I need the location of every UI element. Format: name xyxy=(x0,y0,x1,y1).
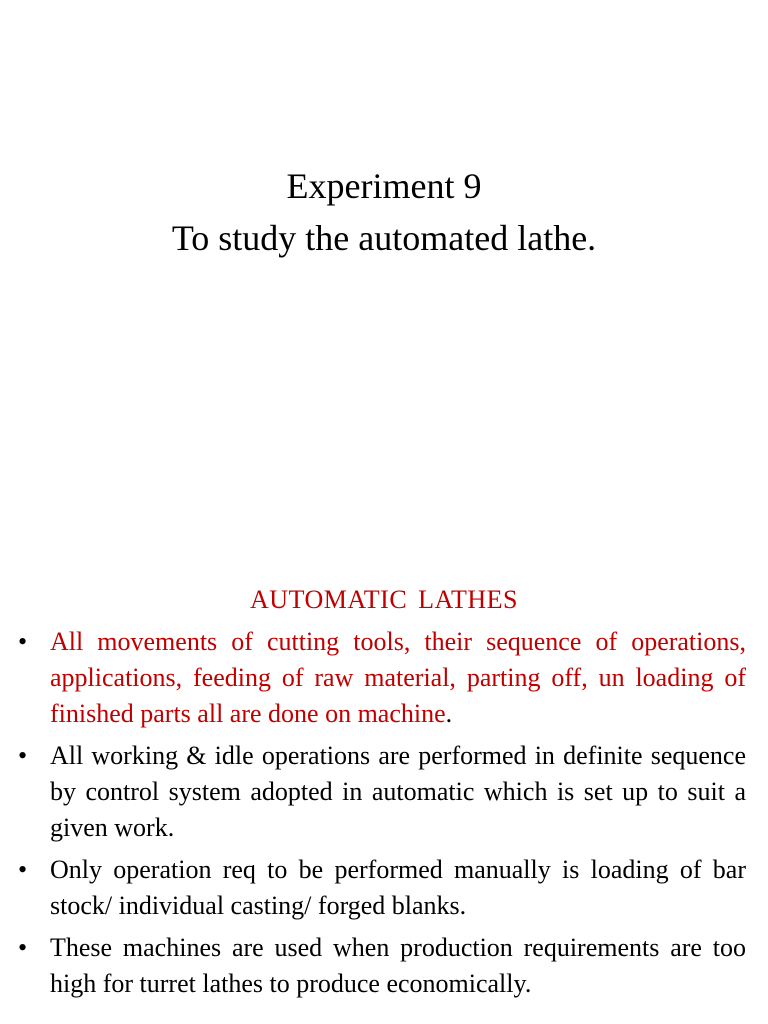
experiment-aim: To study the automated lathe. xyxy=(171,218,597,258)
bullet-item xyxy=(18,852,746,924)
bullet-text-suffix: . xyxy=(445,699,453,728)
bullet-text: Only operation req to be performed manually is loading of bar stock/ individual casting/ forged blanks. xyxy=(50,855,746,920)
experiment-number: Experiment 9 xyxy=(286,166,482,206)
bullet-marker: • xyxy=(18,855,28,884)
bullet-item xyxy=(18,930,746,1002)
bullet-item xyxy=(18,624,746,732)
bullet-list xyxy=(18,624,746,1008)
content-slide xyxy=(0,512,768,1024)
bullet-marker: • xyxy=(18,627,28,656)
section-heading: AUTOMATIC LATHES xyxy=(250,585,518,614)
bullet-text: These machines are used when production requirements are too high for turret lathes to produce economically. xyxy=(50,933,746,998)
bullet-text: All working & idle operations are performed in definite sequence by control system adopted in automatic which is set up to suit a given work. xyxy=(50,741,746,842)
bullet-text: All movements of cutting tools, their sequence of operations, applications, feeding of raw material, parting off, un loading of finished parts all are done on machine xyxy=(50,627,746,728)
bullet-item xyxy=(18,738,746,846)
bullet-marker: • xyxy=(18,741,28,770)
slide-title xyxy=(0,160,768,264)
bullet-marker: • xyxy=(18,933,28,962)
